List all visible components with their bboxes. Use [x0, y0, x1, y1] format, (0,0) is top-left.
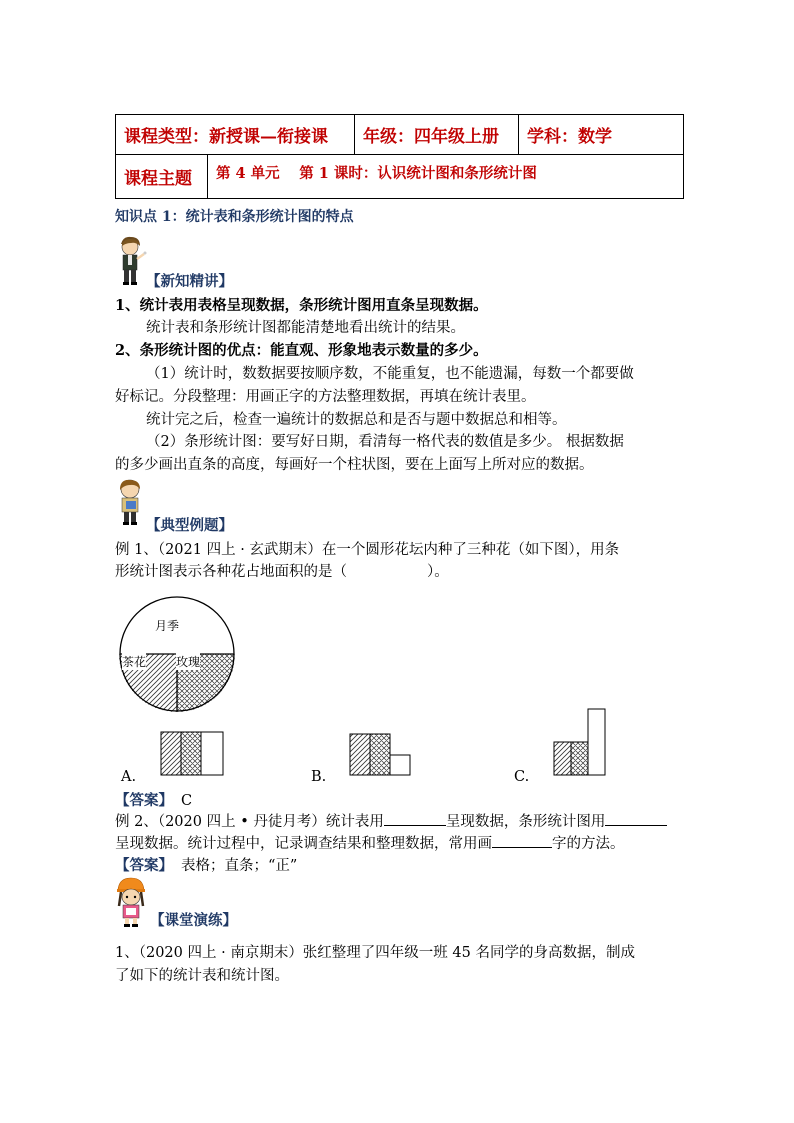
example1-answer: 【答案】 C: [115, 792, 193, 809]
option-c-label: C.: [514, 769, 530, 785]
point-1-detail: 统计表和条形统计图都能清楚地看出统计的结果。: [146, 320, 465, 336]
option-b-label: B.: [311, 769, 327, 785]
option-b-bar-chart: [349, 733, 413, 777]
section-examples: 【典型例题】: [146, 517, 233, 534]
point-1: 1、统计表用表格呈现数据，条形统计图用直条呈现数据。: [115, 297, 488, 314]
grade: 年级：四年级上册: [355, 115, 519, 155]
example1-line2: 形统计图表示各种花占地面积的是（ ）。: [115, 564, 449, 580]
example2-line2: 呈现数据。统计过程中，记录调查结果和整理数据，常用画 字的方法。: [115, 833, 625, 855]
option-a-bar-chart: [160, 731, 226, 777]
point-2: 2、条形统计图的优点：能直观、形象地表示数量的多少。: [115, 342, 488, 359]
option-c-bar-chart: [553, 708, 607, 777]
section-new-knowledge: 【新知精讲】: [146, 273, 233, 290]
point-2-1a: （1）统计时，数数据要按顺序数，不能重复，也不能遗漏，每数一个都要做: [146, 366, 634, 382]
teacher-boy-icon: [113, 234, 147, 286]
example1-line1: 例 1、（2021 四上 · 玄武期末）在一个圆形花坛内种了三种花（如下图），用条: [115, 542, 620, 558]
practice1-line2: 了如下的统计表和统计图。: [115, 968, 289, 984]
course-type: 课程类型：新授课—衔接课: [116, 115, 355, 155]
point-2-1b: 好标记。分段整理：用画正字的方法整理数据，再填在统计表里。: [115, 389, 536, 405]
student-reading-icon: [113, 478, 147, 526]
circle-label-rose-top: 月季: [155, 619, 180, 633]
circle-label-camellia: 茶花: [122, 655, 147, 669]
circle-label-rose: 玫瑰: [176, 655, 201, 669]
section-practice: 【课堂演练】: [150, 912, 237, 929]
example2-line1: 例 2、（2020 四上 • 丹徒月考）统计表用 呈现数据，条形统计图用: [115, 811, 667, 833]
subject: 学科：数学: [519, 115, 684, 155]
course-header-table: [115, 114, 684, 199]
student-girl-icon: [113, 876, 149, 928]
example2-answer: 【答案】 表格；直条；“正”: [115, 857, 298, 874]
topic-value: 第 4 单元 第 1 课时：认识统计图和条形统计图: [208, 155, 684, 199]
point-2-2a: （2）条形统计图：要写好日期，看清每一格代表的数值是多少。 根据数据: [146, 434, 624, 450]
point-2-1c: 统计完之后，检查一遍统计的数据总和是否与题中数据总和相等。: [146, 412, 567, 428]
knowledge-point-title: 知识点 1：统计表和条形统计图的特点: [115, 209, 354, 225]
option-a-label: A.: [121, 769, 137, 785]
practice1-line1: 1、（2020 四上 · 南京期末）张红整理了四年级一班 45 名同学的身高数据，制成: [115, 945, 635, 961]
point-2-2b: 的多少画出直条的高度，每画好一个柱状图，要在上面写上所对应的数据。: [115, 457, 594, 473]
topic-label: 课程主题: [116, 155, 208, 199]
